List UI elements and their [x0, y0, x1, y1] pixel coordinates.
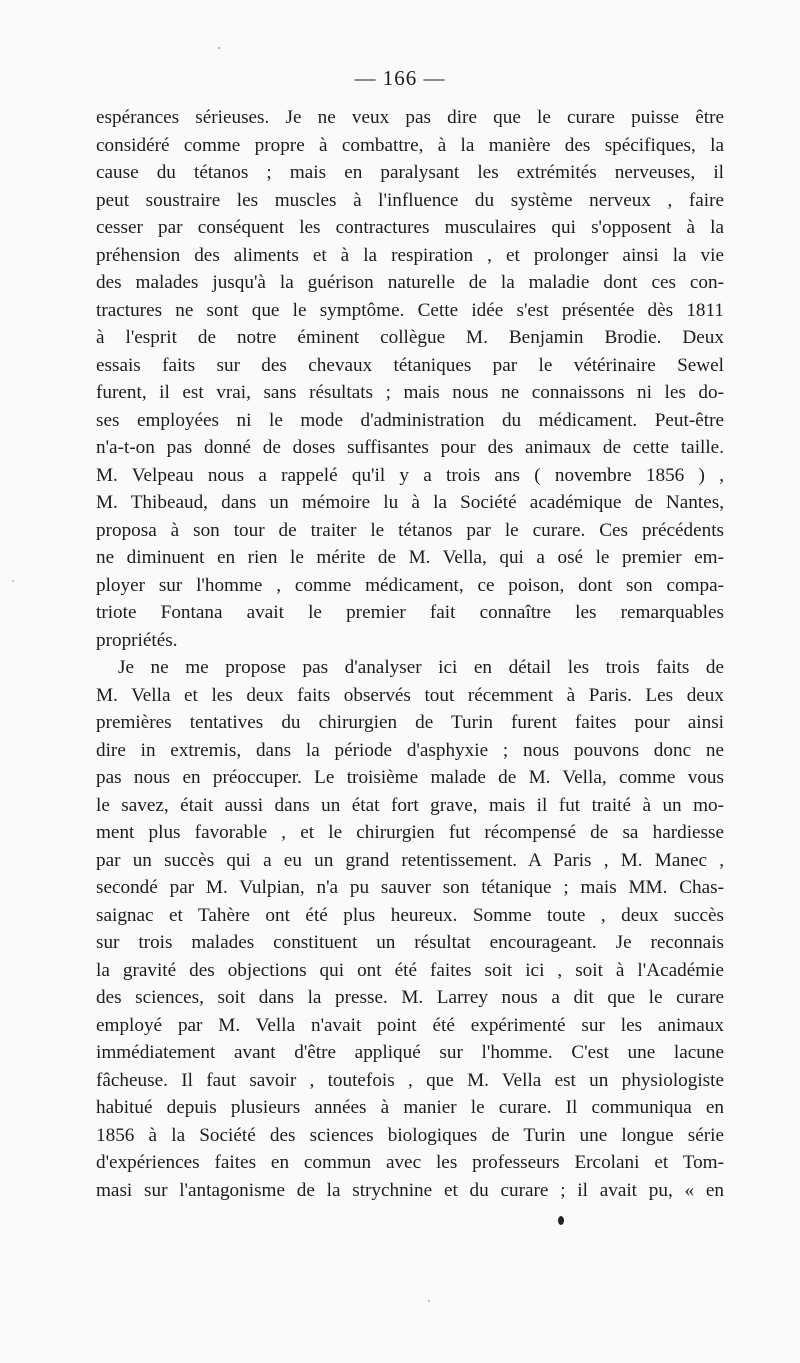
text-line: le savez, était aussi dans un état fort grave, mais il fut traité à un mo-	[96, 794, 724, 816]
text-line: saignac et Tahère ont été plus heureux. Somme toute , deux succès	[96, 904, 724, 926]
text-line: par un succès qui a eu un grand retentissement. A Paris , M. Manec ,	[96, 849, 724, 871]
text-line: ses employées ni le mode d'administration du médicament. Peut-être	[96, 409, 724, 431]
body-text	[96, 104, 724, 1204]
text-line: n'a-t-on pas donné de doses suffisantes pour des animaux de cette taille.	[96, 437, 724, 458]
paragraph	[96, 104, 724, 654]
text-line: immédiatement avant d'être appliqué sur l'homme. C'est une lacune	[96, 1042, 724, 1063]
text-line: fâcheuse. Il faut savoir , toutefois , que M. Vella est un physiologiste	[96, 1069, 724, 1091]
text-line: employé par M. Vella n'avait point été expérimenté sur les animaux	[96, 1014, 724, 1036]
text-line: des sciences, soit dans la presse. M. Larrey nous a dit que le curare	[96, 987, 724, 1008]
text-line: espérances sérieuses. Je ne veux pas dire que le curare puisse être	[96, 107, 724, 128]
text-line: cause du tétanos ; mais en paralysant les extrémités nerveuses, il	[96, 162, 724, 183]
text-line: pas nous en préoccuper. Le troisième malade de M. Vella, comme vous	[96, 767, 724, 788]
text-line: M. Thibeaud, dans un mémoire lu à la Société académique de Nantes,	[96, 492, 724, 513]
text-line: considéré comme propre à combattre, à la manière des spécifiques, la	[96, 134, 724, 156]
text-line: des malades jusqu'à la guérison naturelle de la maladie dont ces con-	[96, 272, 724, 293]
text-line: furent, il est vrai, sans résultats ; mais nous ne connaissons ni les do-	[96, 382, 724, 403]
text-line: M. Vella et les deux faits observés tout récemment à Paris. Les deux	[96, 684, 724, 706]
page-number: — 166 —	[354, 66, 446, 90]
text-line: sur trois malades constituent un résultat encourageant. Je reconnais	[96, 932, 724, 953]
text-line: d'expériences faites en commun avec les professeurs Ercolani et Tom-	[96, 1152, 724, 1173]
ink-speck	[558, 1216, 564, 1225]
text-line: masi sur l'antagonisme de la strychnine et du curare ; il avait pu, « en	[96, 1179, 724, 1201]
text-line: cesser par conséquent les contractures musculaires qui s'opposent à la	[96, 217, 724, 238]
text-line: ployer sur l'homme , comme médicament, ce poison, dont son compa-	[96, 574, 724, 596]
text-line: peut soustraire les muscles à l'influence du système nerveux , faire	[96, 189, 724, 211]
paragraph	[96, 654, 724, 1204]
text-line: à l'esprit de notre éminent collègue M. Benjamin Brodie. Deux	[96, 327, 724, 348]
text-line: M. Velpeau nous a rappelé qu'il y a trois ans ( novembre 1856 ) ,	[96, 464, 724, 486]
text-line: tractures ne sont que le symptôme. Cette idée s'est présentée dès 1811	[96, 299, 724, 321]
text-line: Je ne me propose pas d'analyser ici en détail les trois faits de	[118, 657, 724, 678]
text-line: dire in extremis, dans la période d'asphyxie ; nous pouvons donc ne	[96, 739, 724, 761]
text-line: essais faits sur des chevaux tétaniques par le vétérinaire Sewel	[96, 354, 724, 376]
text-line: habitué depuis plusieurs années à manier le curare. Il communiqua en	[96, 1097, 724, 1118]
text-line: triote Fontana avait le premier fait connaître les remarquables	[96, 602, 724, 623]
text-line: propriétés.	[96, 629, 178, 651]
text-line: ne diminuent en rien le mérite de M. Vella, qui a osé le premier em-	[96, 547, 724, 568]
text-line: préhension des aliments et à la respiration , et prolonger ainsi la vie	[96, 244, 724, 266]
text-line: secondé par M. Vulpian, n'a pu sauver son tétanique ; mais MM. Chas-	[96, 877, 724, 898]
text-line: 1856 à la Société des sciences biologiques de Turin une longue série	[96, 1124, 724, 1146]
ink-speck	[428, 1300, 430, 1302]
ink-speck	[12, 580, 14, 582]
ink-speck	[218, 47, 220, 49]
text-line: ment plus favorable , et le chirurgien fut récompensé de sa hardiesse	[96, 822, 724, 843]
text-line: proposa à son tour de traiter le tétanos par le curare. Ces précédents	[96, 519, 724, 541]
text-line: la gravité des objections qui ont été faites soit ici , soit à l'Académie	[96, 959, 724, 981]
text-line: premières tentatives du chirurgien de Turin furent faites pour ainsi	[96, 712, 724, 733]
